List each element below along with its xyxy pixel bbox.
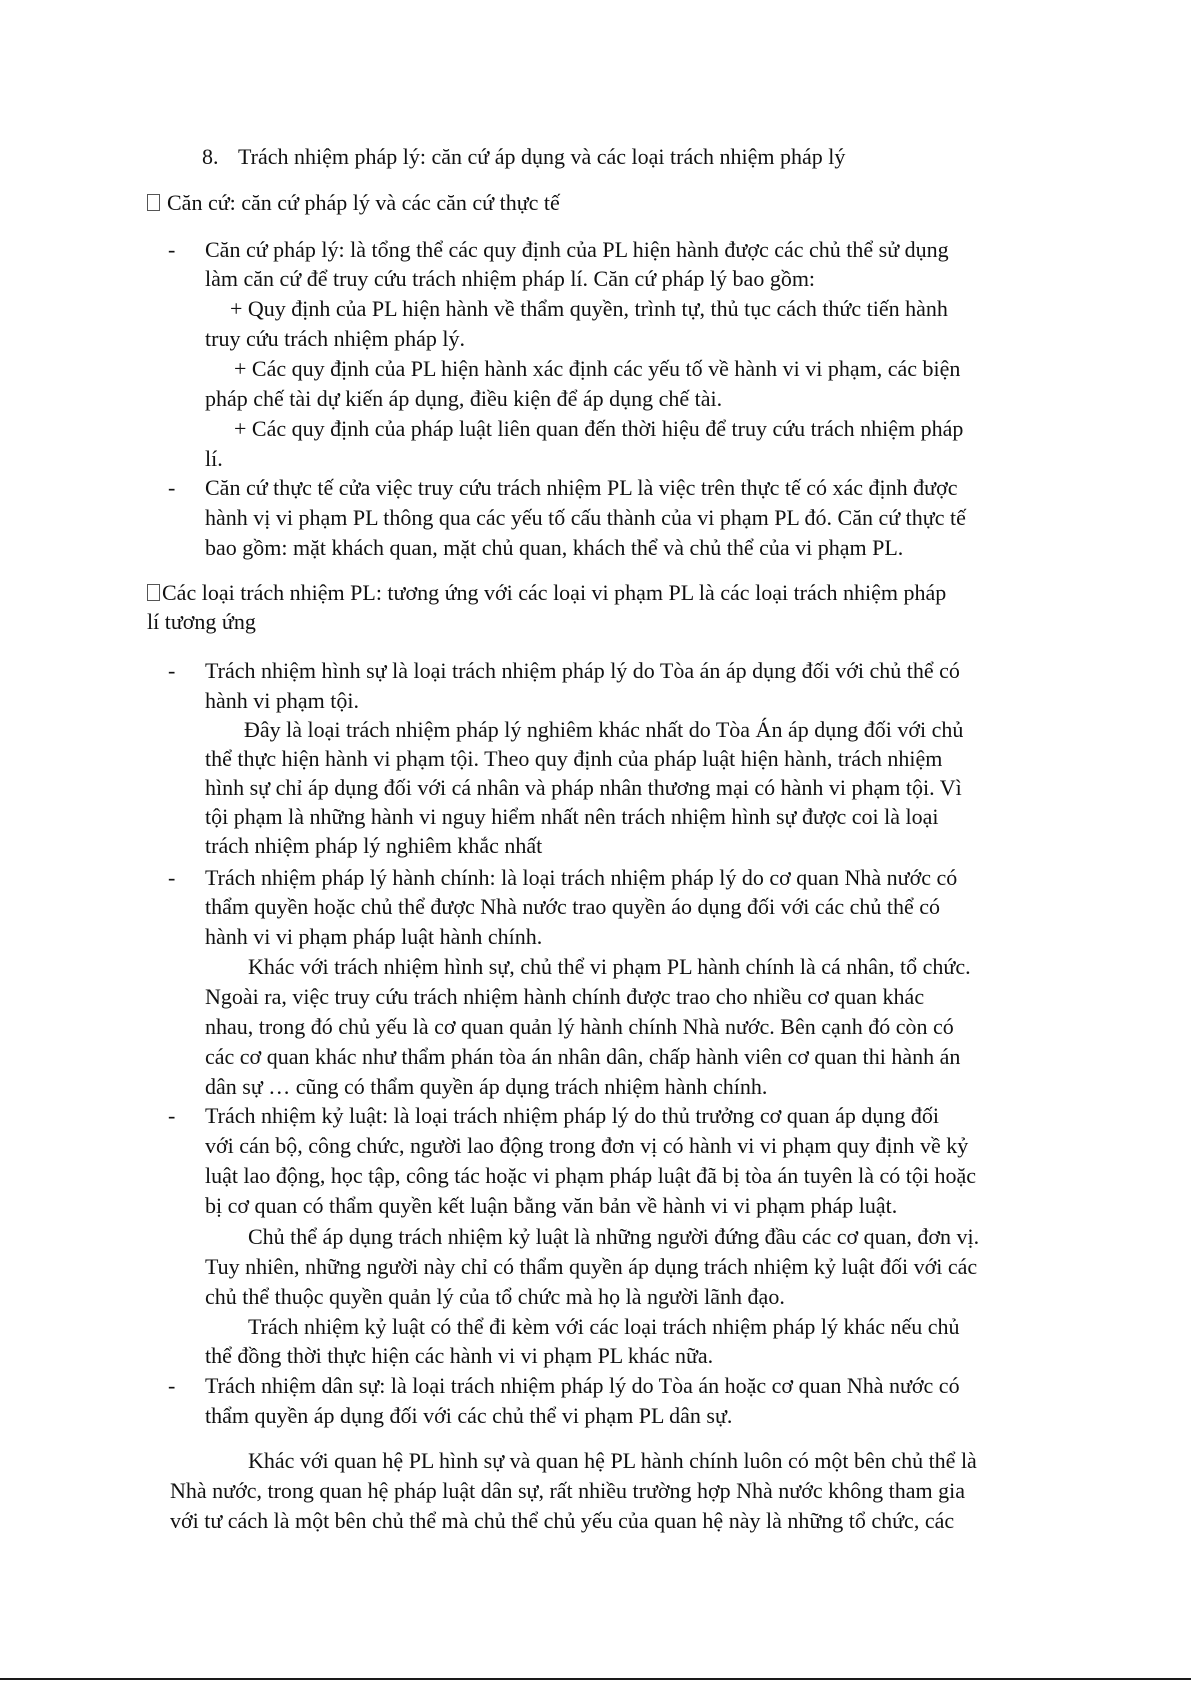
paragraph-line: chủ thể thuộc quyền quản lý của tổ chức mà họ là người lãnh đạo. bbox=[205, 1284, 785, 1309]
paragraph-line: trách nhiệm pháp lý nghiêm khắc nhất bbox=[205, 833, 543, 858]
bullet-dash: - bbox=[168, 1373, 176, 1398]
paragraph-line: bao gồm: mặt khách quan, mặt chủ quan, khách thể và chủ thể của vi phạm PL. bbox=[205, 535, 904, 560]
paragraph-line: các cơ quan khác như thẩm phán tòa án nhân dân, chấp hành viên cơ quan thi hành án bbox=[205, 1044, 961, 1069]
bullet-dash: - bbox=[168, 237, 176, 262]
paragraph-line: Trách nhiệm kỷ luật có thể đi kèm với các loại trách nhiệm pháp lý khác nếu chủ bbox=[248, 1314, 960, 1339]
paragraph-line: Ngoài ra, việc truy cứu trách nhiệm hành chính được trao cho nhiều cơ quan khác bbox=[205, 984, 925, 1009]
paragraph-line: Trách nhiệm kỷ luật: là loại trách nhiệm pháp lý do thủ trưởng cơ quan áp dụng đối bbox=[205, 1103, 939, 1128]
paragraph-line: Trách nhiệm hình sự là loại trách nhiệm pháp lý do Tòa án áp dụng đối với chủ thể có bbox=[205, 658, 960, 683]
paragraph-line: Khác với quan hệ PL hình sự và quan hệ PL hành chính luôn có một bên chủ thể là bbox=[248, 1448, 977, 1473]
paragraph-line: luật lao động, học tập, công tác hoặc vi phạm pháp luật đã bị tòa án tuyên là có tội hoặc bbox=[205, 1163, 976, 1188]
paragraph-line: Trách nhiệm pháp lý hành chính: là loại trách nhiệm pháp lý do cơ quan Nhà nước có bbox=[205, 865, 958, 890]
checkbox-symbol-icon bbox=[147, 584, 160, 601]
paragraph-line: truy cứu trách nhiệm pháp lý. bbox=[205, 326, 465, 351]
paragraph-line: Đây là loại trách nhiệm pháp lý nghiêm khác nhất do Tòa Án áp dụng đối với chủ bbox=[244, 717, 964, 742]
paragraph-line: tội phạm là những hành vi nguy hiểm nhất nên trách nhiệm hình sự được coi là loại bbox=[205, 804, 939, 829]
paragraph-line: nhau, trong đó chủ yếu là cơ quan quản lý hành chính Nhà nước. Bên cạnh đó còn có bbox=[205, 1014, 954, 1039]
paragraph-line: hành vi vi phạm pháp luật hành chính. bbox=[205, 924, 543, 949]
paragraph-line: dân sự … cũng có thẩm quyền áp dụng trách nhiệm hành chính. bbox=[205, 1074, 768, 1099]
section-canc-cu bbox=[147, 188, 560, 218]
paragraph-line: lí. bbox=[205, 446, 223, 471]
paragraph-line: Trách nhiệm dân sự: là loại trách nhiệm pháp lý do Tòa án hoặc cơ quan Nhà nước có bbox=[205, 1373, 960, 1398]
bullet-dash: - bbox=[168, 475, 176, 500]
section-cac-loai bbox=[147, 578, 946, 608]
paragraph-line: Tuy nhiên, những người này chỉ có thẩm quyền áp dụng trách nhiệm kỷ luật đối với các bbox=[205, 1254, 978, 1279]
checkbox-symbol-icon bbox=[147, 194, 160, 211]
section-cac-loai-text: Các loại trách nhiệm PL: tương ứng với các loại vi phạm PL là các loại trách nhiệm pháp bbox=[162, 580, 947, 605]
paragraph-line: thể đồng thời thực hiện các hành vi vi phạm PL khác nữa. bbox=[205, 1343, 714, 1368]
paragraph-line: thể thực hiện hành vi phạm tội. Theo quy định của pháp luật hiện hành, trách nhiệm bbox=[205, 746, 943, 771]
paragraph-line: + Các quy định của PL hiện hành xác định các yếu tố về hành vi vi phạm, các biện bbox=[234, 356, 961, 381]
paragraph-line: thẩm quyền áp dụng đối với các chủ thể vi phạm PL dân sự. bbox=[205, 1403, 733, 1428]
paragraph-line: Chủ thể áp dụng trách nhiệm kỷ luật là những người đứng đầu các cơ quan, đơn vị. bbox=[248, 1224, 980, 1249]
paragraph-line: Căn cứ pháp lý: là tổng thể các quy định của PL hiện hành được các chủ thể sử dụng bbox=[205, 237, 949, 262]
paragraph-line: + Quy định của PL hiện hành về thẩm quyền, trình tự, thủ tục cách thức tiến hành bbox=[230, 296, 948, 321]
paragraph-line: hình sự chỉ áp dụng đối với cá nhân và pháp nhân thương mại có hành vi phạm tội. Vì bbox=[205, 775, 962, 800]
paragraph-line: Khác với trách nhiệm hình sự, chủ thể vi phạm PL hành chính là cá nhân, tổ chức. bbox=[248, 954, 971, 979]
paragraph-line: lí tương ứng bbox=[147, 609, 256, 634]
paragraph-line: làm căn cứ để truy cứu trách nhiệm pháp lí. Căn cứ pháp lý bao gồm: bbox=[205, 266, 816, 291]
bullet-dash: - bbox=[168, 658, 176, 683]
bullet-dash: - bbox=[168, 865, 176, 890]
paragraph-line: với cán bộ, công chức, người lao động trong đơn vị có hành vi vi phạm quy định về kỷ bbox=[205, 1133, 969, 1158]
page-bottom-edge bbox=[0, 1678, 1191, 1680]
paragraph-line: hành vị vi phạm PL thông qua các yếu tố cấu thành của vi phạm PL đó. Căn cứ thực tế bbox=[205, 505, 966, 530]
paragraph-line: Nhà nước, trong quan hệ pháp luật dân sự, rất nhiều trường hợp Nhà nước không tham gia bbox=[170, 1478, 965, 1503]
paragraph-line: bị cơ quan có thẩm quyền kết luận bằng văn bản về hành vi vi phạm pháp luật. bbox=[205, 1193, 898, 1218]
paragraph-line: thẩm quyền hoặc chủ thể được Nhà nước trao quyền áo dụng đối với các chủ thể có bbox=[205, 894, 941, 919]
paragraph-line: + Các quy định của pháp luật liên quan đến thời hiệu để truy cứu trách nhiệm pháp bbox=[234, 416, 964, 441]
bullet-dash: - bbox=[168, 1103, 176, 1128]
heading-number: 8. bbox=[202, 144, 219, 169]
section-canc-cu-text: Căn cứ: căn cứ pháp lý và các căn cứ thực tế bbox=[167, 190, 560, 215]
paragraph-line: với tư cách là một bên chủ thể mà chủ thể chủ yếu của quan hệ này là những tổ chức, các bbox=[170, 1508, 955, 1533]
paragraph-line: pháp chế tài dự kiến áp dụng, điều kiện để áp dụng chế tài. bbox=[205, 386, 723, 411]
section-heading: Trách nhiệm pháp lý: căn cứ áp dụng và các loại trách nhiệm pháp lý bbox=[238, 144, 846, 169]
paragraph-line: hành vi phạm tội. bbox=[205, 688, 359, 713]
paragraph-line: Căn cứ thực tế cửa việc truy cứu trách nhiệm PL là việc trên thực tế có xác định được bbox=[205, 475, 958, 500]
